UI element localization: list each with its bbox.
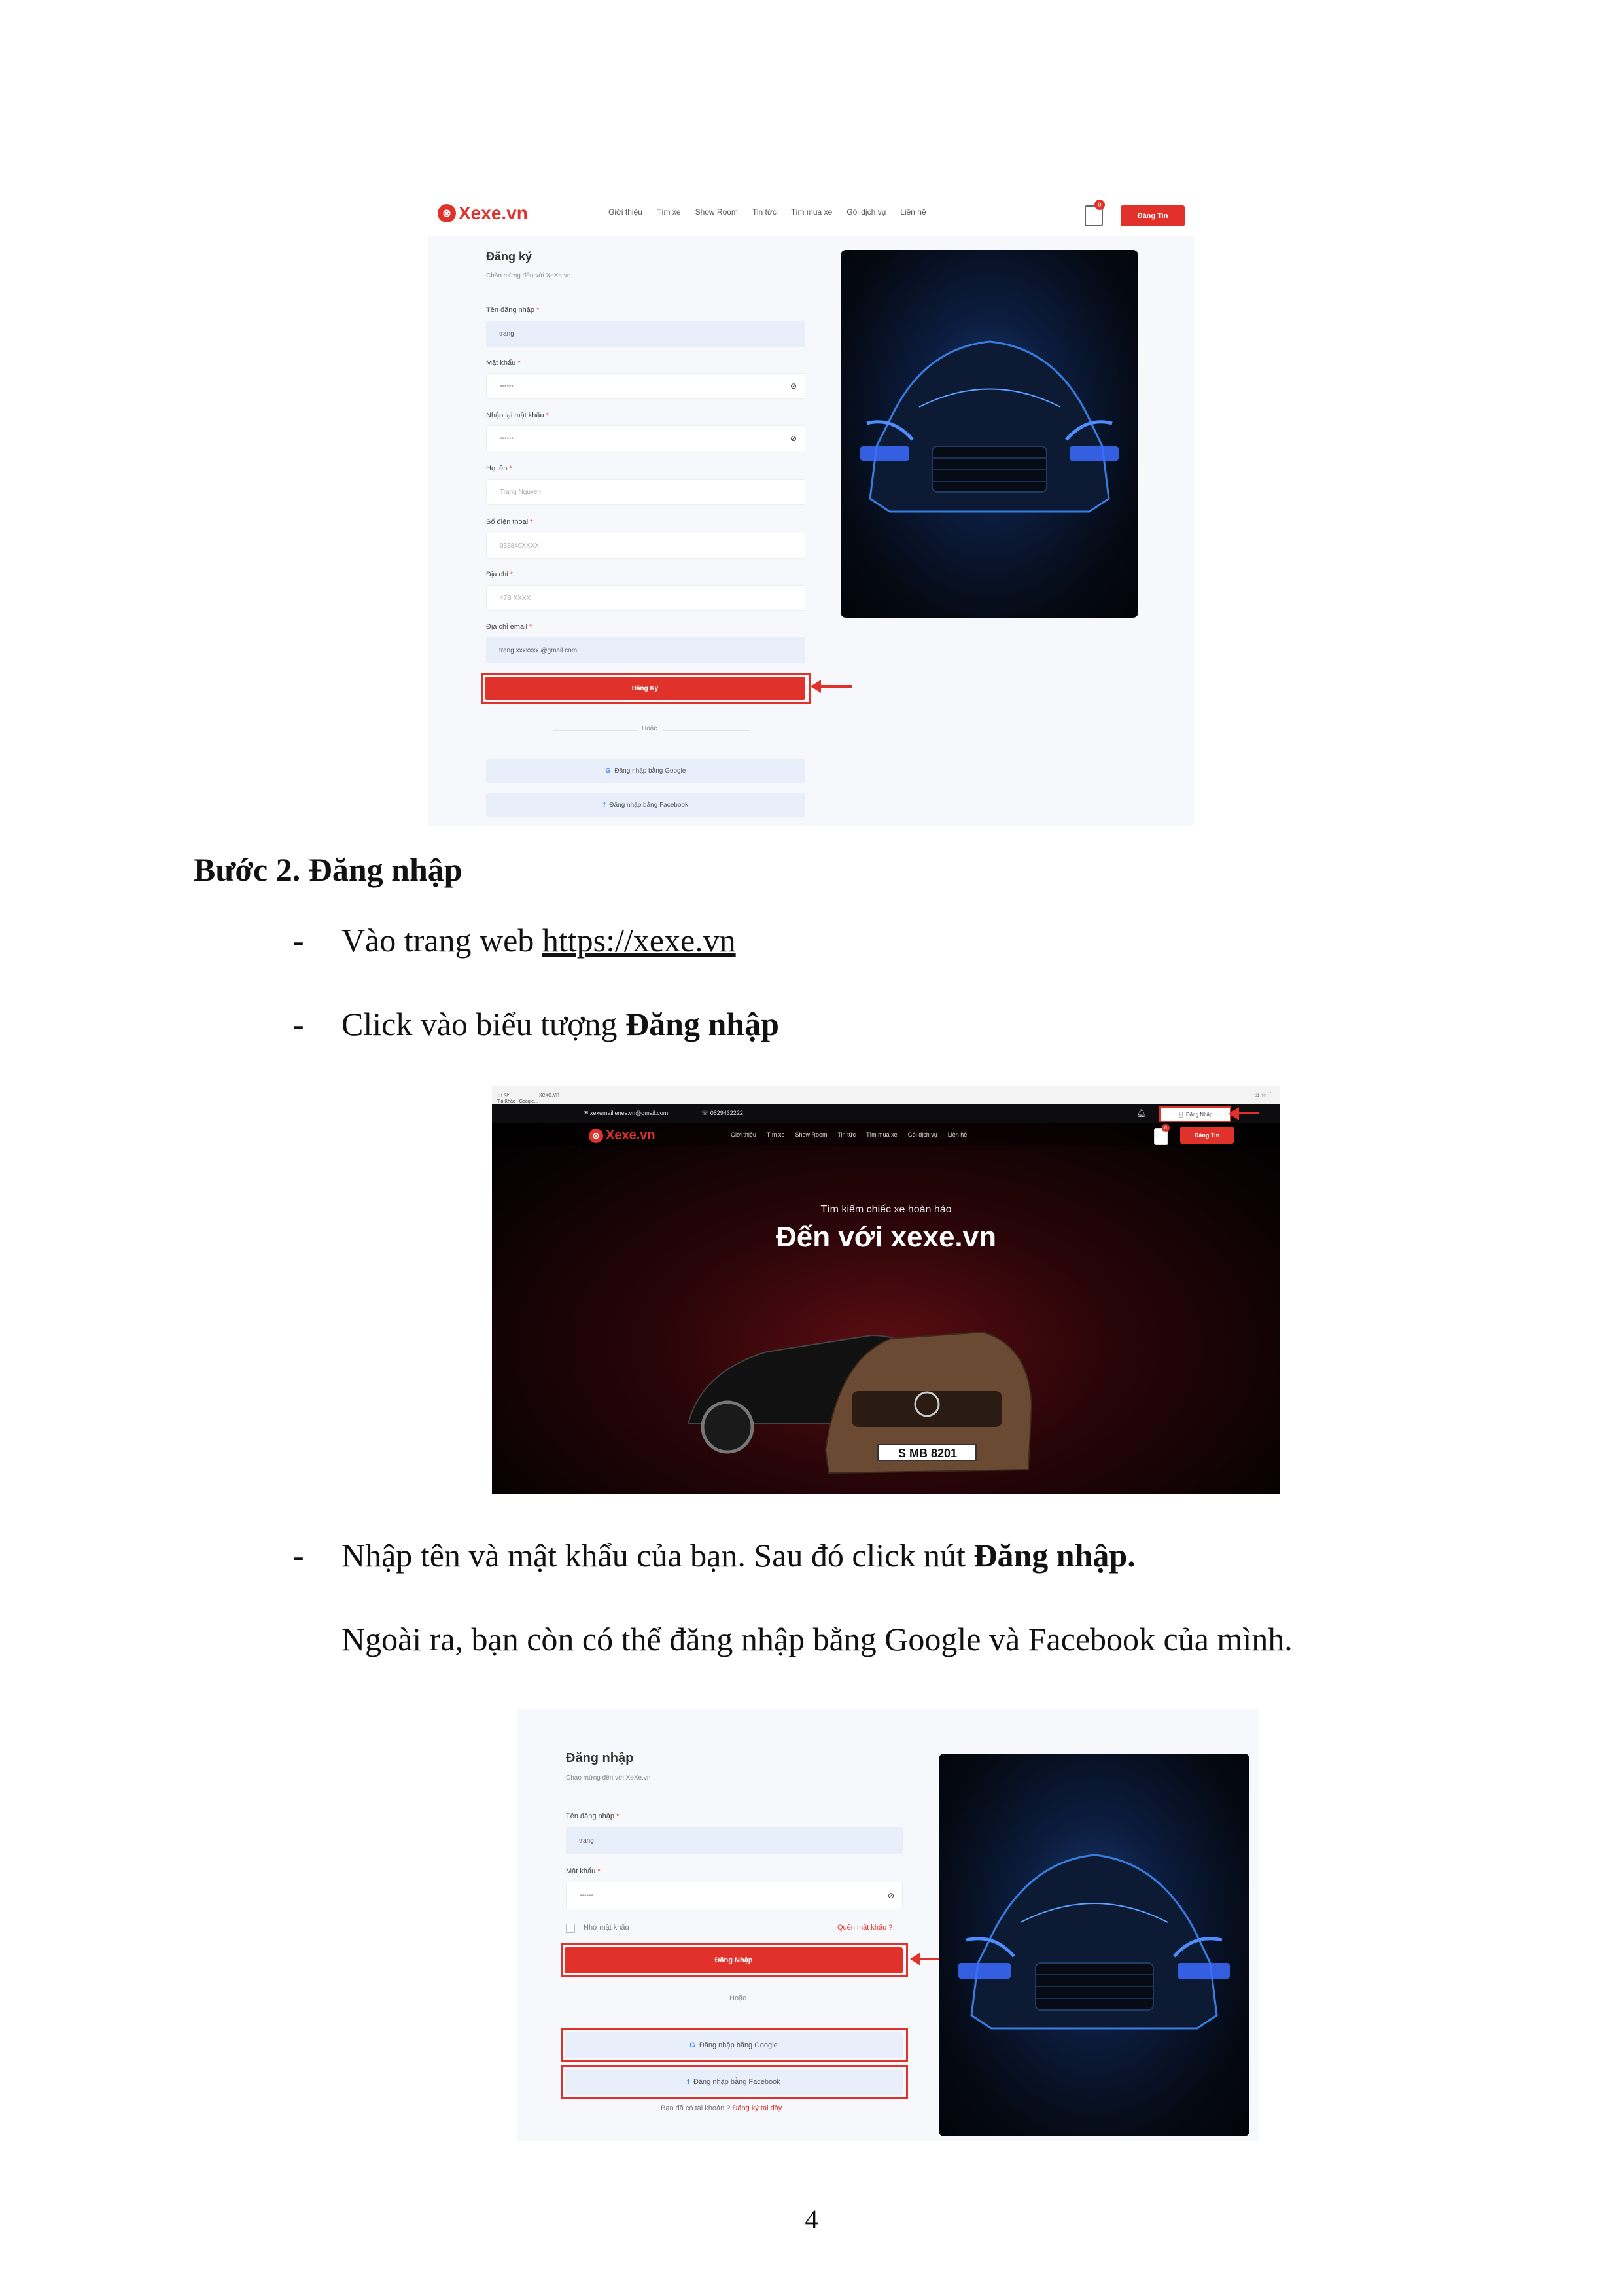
field-label: Địa chỉ email * [486, 623, 532, 631]
contact-strip [492, 1104, 1280, 1123]
login-subtitle: Chào mừng đến với XeXe.vn [566, 1775, 651, 1782]
browser-tools-icon[interactable]: ⊞ ☆ ⋮ [1254, 1091, 1274, 1098]
nav-link[interactable]: Giới thiệu [608, 207, 642, 217]
google-icon: G [605, 767, 611, 775]
field-label: Họ tên * [486, 465, 512, 472]
fullname-input[interactable]: Trang Nguyen [486, 479, 805, 505]
nav-link[interactable]: Liên hệ [900, 207, 926, 217]
register-link[interactable]: Đăng ký tại đây [732, 2104, 782, 2112]
bullet-2: Click vào biểu tượng Đăng nhập [341, 1006, 779, 1042]
car-image [939, 1754, 1249, 2136]
facebook-icon: f [687, 2078, 689, 2086]
google-login-button[interactable]: G Đăng nhập bằng Google [565, 2032, 903, 2058]
pointer-arrow [1238, 1112, 1259, 1114]
register-subtitle: Chào mừng đến với XeXe.vn [486, 272, 571, 279]
nav-links [731, 1131, 967, 1138]
logo-text: Xexe.vn [459, 203, 528, 223]
register-navbar [428, 191, 1194, 236]
bullet-1: Vào trang web https://xexe.vn [341, 922, 736, 959]
register-submit-button[interactable]: Đăng Ký [485, 677, 805, 700]
bullet-marker: - [293, 1537, 304, 1574]
forgot-password-link[interactable]: Quên mật khẩu ? [837, 1924, 893, 1932]
field-label: Số điện thoại * [486, 518, 533, 526]
homepage-screenshot [492, 1086, 1280, 1494]
facebook-login-button[interactable]: f Đăng nhập bằng Facebook [486, 793, 805, 817]
site-logo[interactable]: ⊗ Xexe.vn [589, 1128, 655, 1143]
address-input[interactable]: 47B XXXX [486, 585, 805, 611]
nav-link[interactable]: Tìm xe [766, 1131, 785, 1138]
bullet-marker: - [293, 922, 304, 959]
bullet-3: Nhập tên và mật khẩu của bạn. Sau đó click nút Đăng nhập. [341, 1537, 1136, 1574]
nav-arrows-icon[interactable]: ‹ › ⟳ [497, 1091, 510, 1098]
nav-links [608, 207, 926, 217]
remember-checkbox[interactable] [566, 1924, 575, 1933]
notes-badge: 0 [1094, 200, 1105, 210]
email-text: ✉ xexemaillenes.vn@gmail.com [584, 1110, 669, 1116]
field-label: Nhập lại mật khẩu * [486, 412, 550, 419]
bullet-marker: - [293, 1006, 304, 1042]
google-icon: G [689, 2041, 695, 2049]
login-title: Đăng nhập [566, 1751, 634, 1765]
hero-subtitle: Tìm kiếm chiếc xe hoàn hảo [820, 1204, 952, 1215]
bookmark[interactable]: Tin Khắc - Google... [497, 1099, 538, 1104]
home-navbar [492, 1123, 1280, 1146]
facebook-icon: f [603, 801, 606, 809]
cars-illustration [675, 1273, 1041, 1489]
post-button[interactable]: Đăng Tin [1121, 205, 1185, 226]
phone-input[interactable]: 033840XXXX [486, 533, 805, 559]
password-input[interactable]: •••••• ⊘ [566, 1882, 903, 1909]
page-number: 4 [805, 2204, 818, 2234]
license-plate: S MB 8201 [898, 1447, 958, 1460]
site-logo[interactable] [438, 203, 528, 224]
eye-off-icon[interactable]: ⊘ [790, 434, 797, 443]
phone-text: ☏ 0829432222 [701, 1110, 743, 1116]
username-input[interactable]: trang [486, 321, 805, 347]
nav-link[interactable]: Liên hệ [947, 1131, 968, 1138]
notes-badge: 0 [1162, 1124, 1170, 1132]
eye-off-icon[interactable]: ⊘ [790, 381, 797, 391]
website-link[interactable]: https://xexe.vn [542, 922, 736, 959]
hero-banner [492, 1123, 1280, 1494]
field-label: Mật khẩu * [486, 359, 521, 367]
nav-link[interactable]: Giới thiệu [731, 1131, 756, 1138]
facebook-login-button[interactable]: f Đăng nhập bằng Facebook [565, 2069, 903, 2095]
or-text: Hoặc [723, 1994, 753, 2002]
bell-icon[interactable]: 🔔︎ [1136, 1108, 1147, 1118]
confirm-password-input[interactable]: •••••• ⊘ [486, 425, 805, 451]
register-screenshot [428, 191, 1194, 826]
login-button[interactable]: 👤︎ Đăng Nhập [1159, 1106, 1231, 1122]
field-label: Địa chỉ * [486, 571, 513, 578]
nav-link[interactable]: Gói dịch vụ [907, 1131, 937, 1138]
nav-link[interactable]: Tìm xe [656, 207, 681, 217]
paragraph: Ngoài ra, bạn còn có thể đăng nhập bằng Google và Facebook của mình. [341, 1621, 1293, 1657]
nav-link[interactable]: Show Room [695, 207, 738, 217]
remember-label: Nhớ mật khẩu [584, 1924, 629, 1932]
login-submit-button[interactable]: Đăng Nhập [565, 1947, 903, 1973]
pointer-arrow [820, 685, 852, 688]
or-text: Hoặc [637, 725, 662, 732]
nav-link[interactable]: Tin tức [837, 1131, 856, 1138]
field-label: Tên đăng nhập * [486, 306, 540, 314]
nav-link[interactable]: Tìm mua xe [866, 1131, 898, 1138]
password-input[interactable]: •••••• ⊘ [486, 373, 805, 399]
nav-link[interactable]: Gói dịch vụ [846, 207, 886, 217]
field-label: Tên đăng nhập * [566, 1812, 620, 1820]
username-input[interactable]: trang [566, 1827, 903, 1854]
logo-icon: ⊗ [589, 1129, 603, 1143]
address-bar[interactable]: xexe.vn [539, 1091, 560, 1098]
nav-link[interactable]: Tìm mua xe [790, 207, 833, 217]
post-button[interactable]: Đăng Tin [1180, 1127, 1234, 1144]
login-screenshot [517, 1709, 1259, 2141]
nav-link[interactable]: Show Room [795, 1131, 828, 1138]
register-title: Đăng ký [486, 250, 532, 263]
field-label: Mật khẩu * [566, 1867, 601, 1875]
google-login-button[interactable]: G Đăng nhập bằng Google [486, 759, 805, 783]
car-image [841, 250, 1138, 618]
email-input[interactable]: trang.xxxxxxx @gmail.com [486, 637, 805, 663]
car-illustration [939, 1754, 1249, 2136]
eye-off-icon[interactable]: ⊘ [887, 1891, 894, 1900]
logo-icon: ⊗ [438, 204, 456, 222]
nav-link[interactable]: Tin tức [752, 207, 777, 217]
hero-title: Đến với xexe.vn [775, 1221, 996, 1253]
car-illustration [841, 250, 1138, 618]
no-account-text: Bạn đã có tài khoản ? Đăng ký tại đây [661, 2104, 782, 2112]
step-heading: Bước 2. Đăng nhập [194, 851, 462, 888]
